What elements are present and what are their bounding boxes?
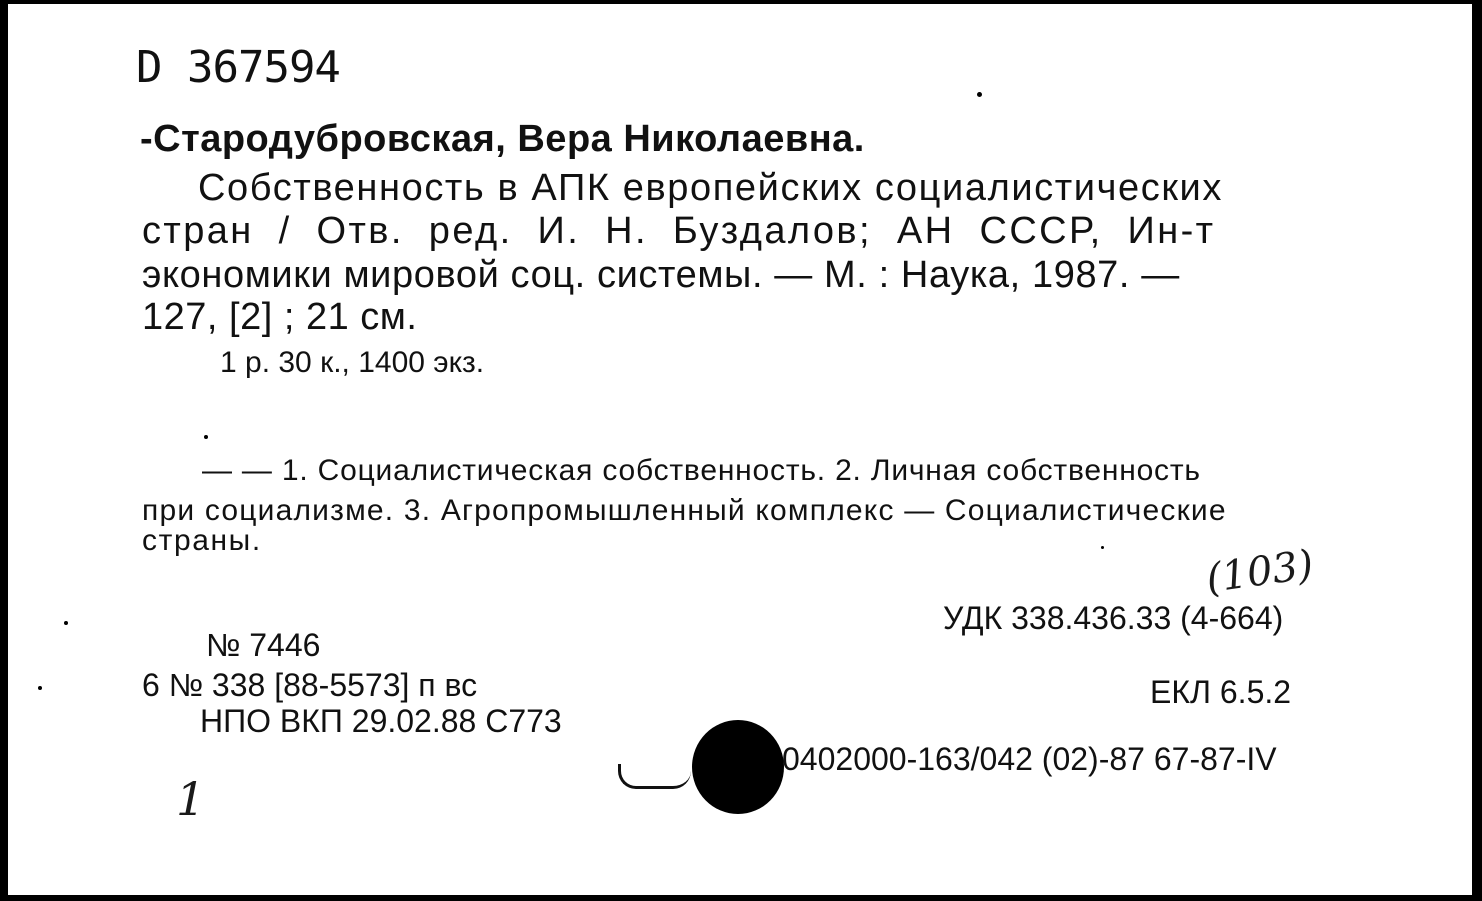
catalog-card (8, 4, 1472, 895)
ink-dot (38, 686, 42, 690)
description-line-2: стран / Отв. ред. И. Н. Буздалов; АН СССР, Ин-т (142, 210, 1216, 252)
description-line-3: экономики мировой соц. системы. — М. : Наука, 1987. — (142, 254, 1180, 296)
classification-code: 0402000-163/042 (02)-87 67-87-IV (782, 741, 1277, 777)
ink-dot (1101, 546, 1104, 549)
handwritten-check-mark (618, 764, 691, 789)
description-line-1: Собственность в АПК европейских социалистических (198, 167, 1223, 209)
author-heading: -Стародубровская, Вера Николаевна. (140, 118, 865, 160)
ink-blot (692, 720, 784, 814)
subjects-line-2: при социализме. 3. Агропромышленный комплекс — Социалистические (142, 494, 1227, 527)
price-line: 1 р. 30 к., 1400 экз. (220, 346, 485, 379)
description-line-4: 127, [2] ; 21 см. (142, 296, 418, 338)
npo-line: НПО ВКП 29.02.88 С773 (200, 703, 562, 739)
ekl-code: ЕКЛ 6.5.2 (1150, 674, 1292, 710)
ink-dot (204, 435, 208, 439)
call-number: D 367594 (136, 42, 340, 93)
ink-dot (977, 92, 982, 97)
ink-dot (64, 621, 68, 625)
udk-code: УДК 338.436.33 (4-664) (943, 600, 1284, 636)
handwritten-one: 1 (176, 772, 206, 826)
handwritten-number: (103) (1203, 541, 1317, 603)
order-line: 6 № 338 [88-5573] п вс (142, 667, 478, 703)
inventory-number: № 7446 (206, 627, 321, 663)
subjects-line-3: страны. (142, 524, 262, 557)
subjects-line-1: — — 1. Социалистическая собственность. 2. Личная собственность (202, 454, 1201, 487)
